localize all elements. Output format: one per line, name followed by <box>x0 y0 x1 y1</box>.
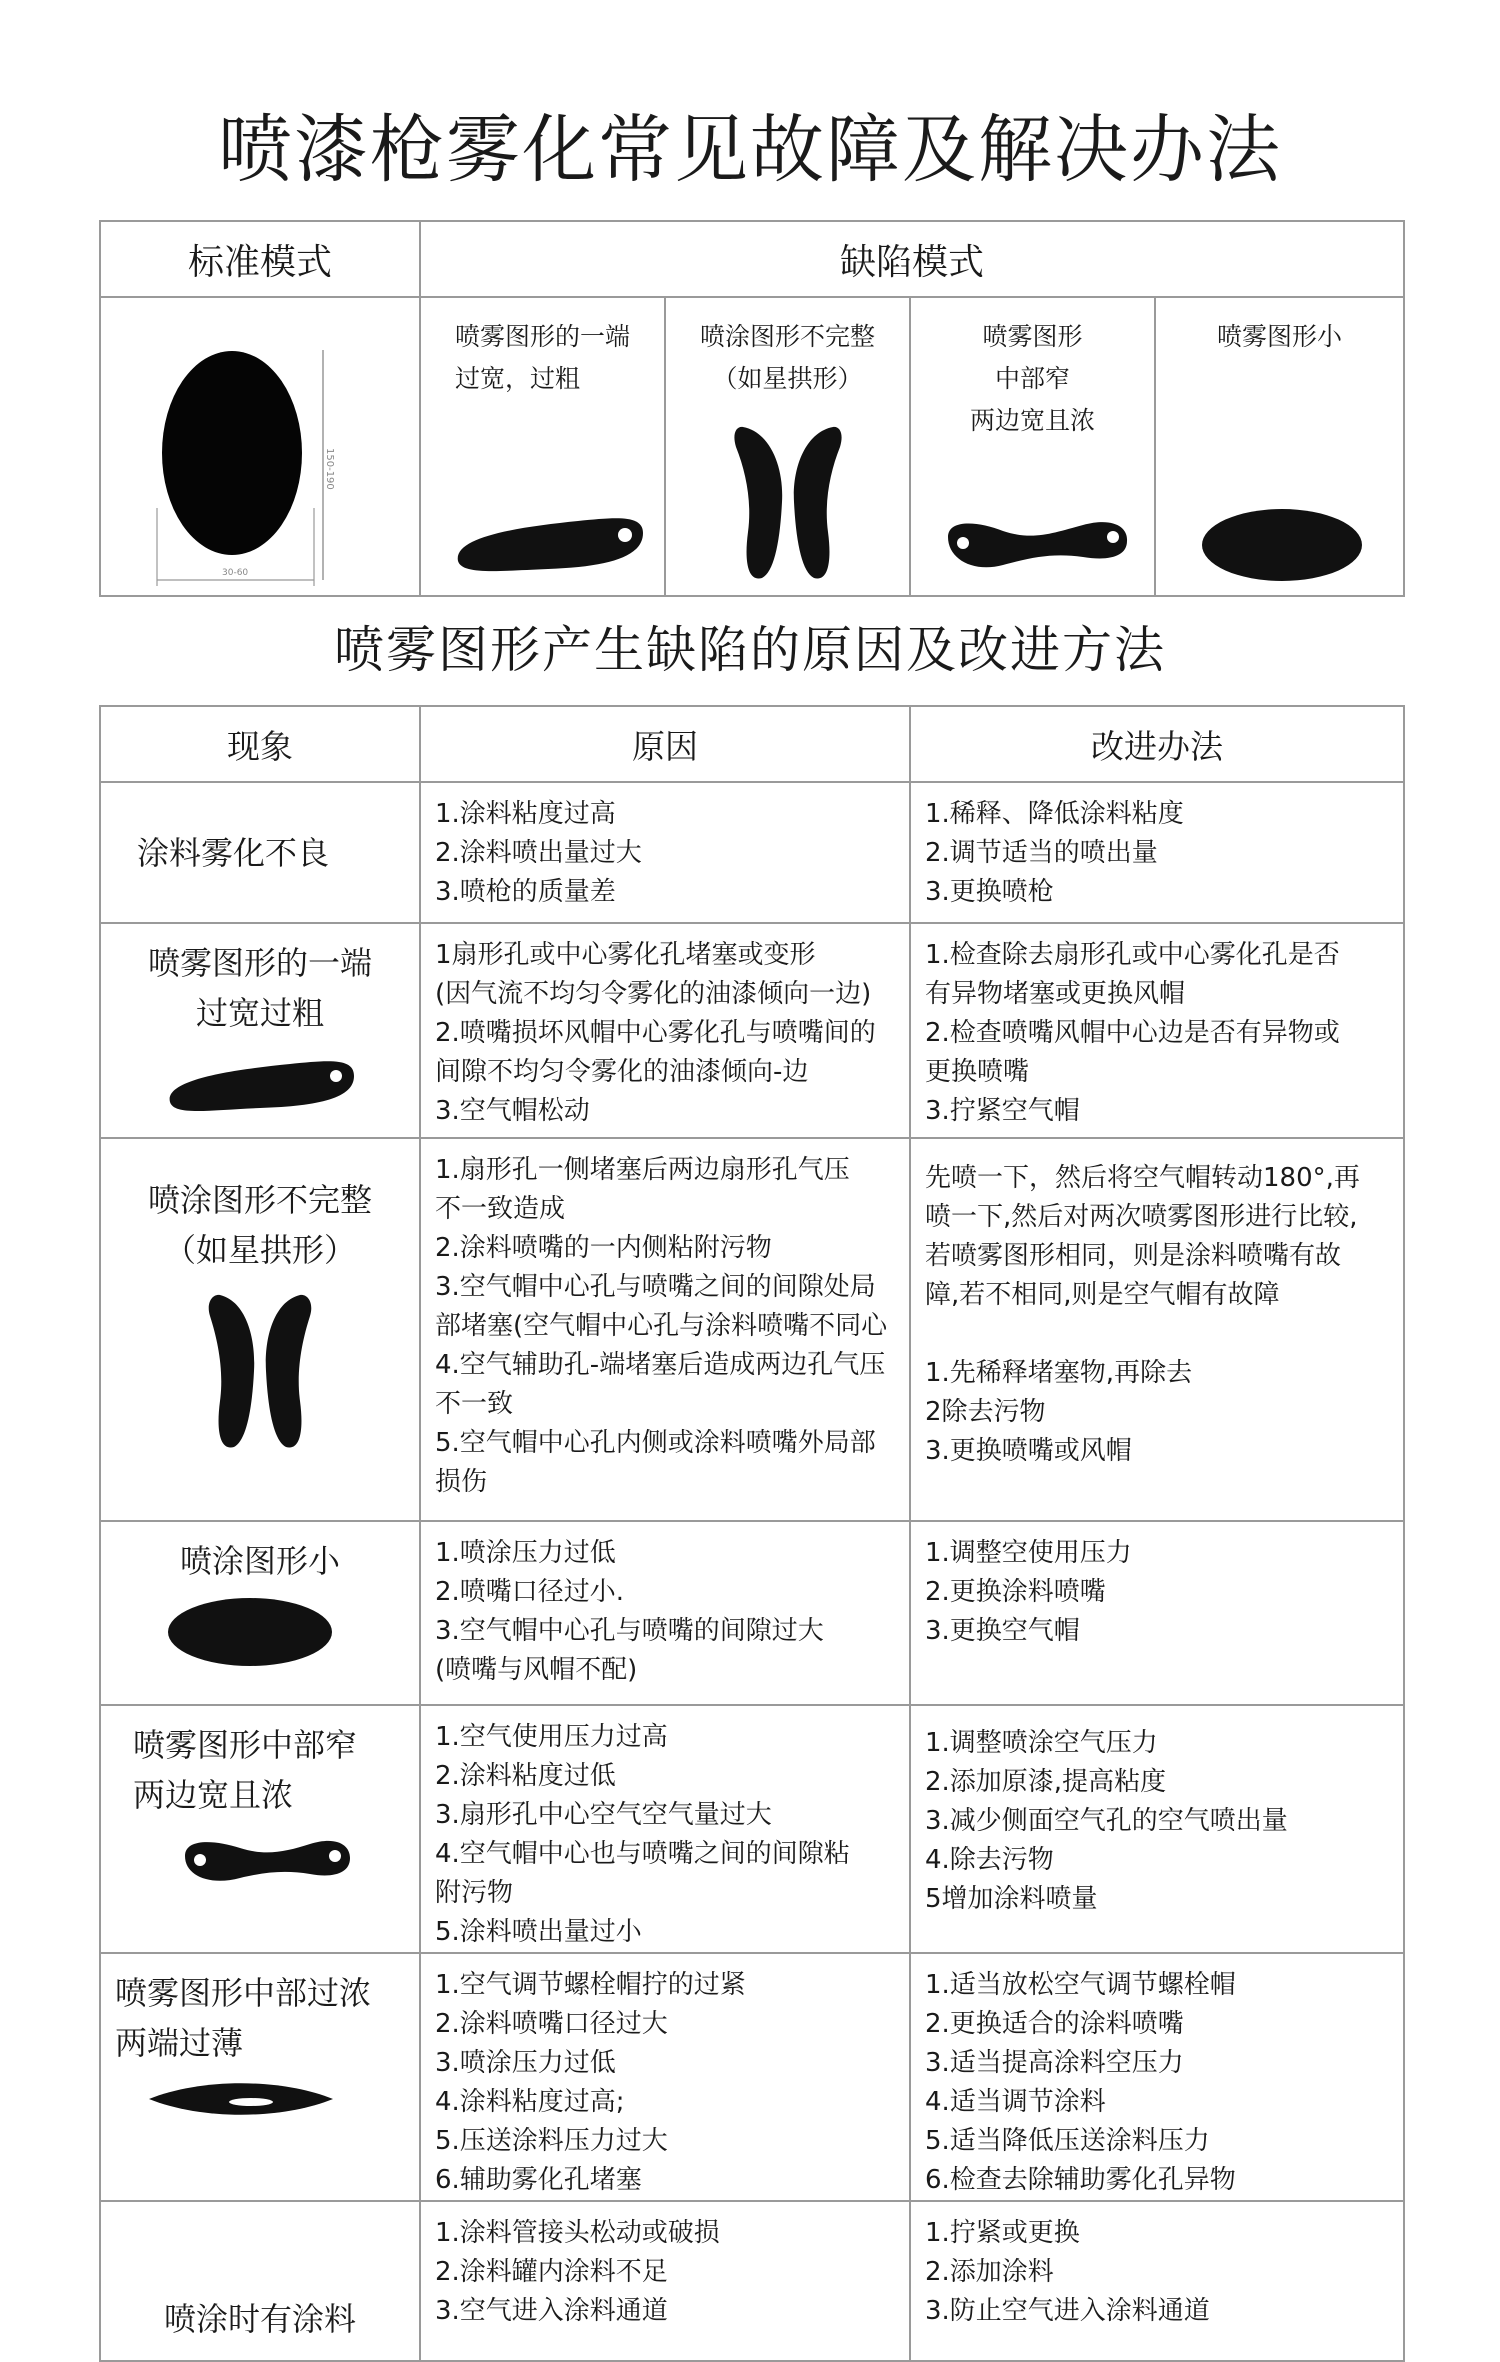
defect-label: 喷雾图形小 <box>1217 322 1343 351</box>
phenomenon-text: 喷雾图形中部过浓 两端过薄 <box>115 1974 372 2062</box>
remedy-cell <box>910 1705 1404 1953</box>
cause-cell <box>420 1705 910 1953</box>
defect-label: 喷雾图形 中部窄 两边宽且浓 <box>969 322 1095 435</box>
remedy-cell <box>910 923 1404 1138</box>
remedy-text: 1.检查除去扇形孔或中心雾化孔是否 有异物堵塞或更换风帽 2.检查喷嘴风帽中心边是否有异物或 更换喷嘴 3.拧紧空气帽 <box>925 940 1340 1126</box>
remedy-text: 1.拧紧或更换 2.添加涂料 3.防止空气进入涂料通道 <box>925 2218 1210 2326</box>
remedy-cell <box>910 1138 1404 1521</box>
remedy-cell <box>910 1953 1404 2201</box>
remedy-text: 1.调整空使用压力 2.更换涂料喷嘴 3.更换空气帽 <box>925 1538 1132 1646</box>
table-row <box>100 923 1404 1138</box>
remedy-text: 1.适当放松空气调节螺栓帽 2.更换适合的涂料喷嘴 3.适当提高涂料空压力 4.适当调节涂料 5.适当降低压送涂料压力 6.检查去除辅助雾化孔异物 <box>925 1970 1236 2195</box>
phenomenon-cell <box>100 1138 420 1521</box>
cause-text: 1.扇形孔一侧堵塞后两边扇形孔气压 不一致造成 2.涂料喷嘴的一内侧粘附污物 3.空气帽中心孔与喷嘴之间的间隙处局 部堵塞(空气帽中心孔与涂料喷嘴不同心 4.空气辅助孔-端堵塞后造成两边孔气压 不一致 5.空气帽中心孔内侧或涂料喷嘴外局部 损伤 <box>435 1155 888 1497</box>
phenomenon-text: 喷涂图形不完整 （如星拱形） <box>147 1181 372 1269</box>
cause-remedy-table <box>99 705 1405 2362</box>
remedy-text: 1.调整喷涂空气压力 2.添加原漆,提高粘度 3.减少侧面空气孔的空气喷出量 4.除去污物 5增加涂料喷量 <box>925 1728 1288 1914</box>
phenomenon-cell <box>100 2201 420 2361</box>
cause-cell <box>420 1953 910 2201</box>
dumbbell-pattern-icon <box>150 1826 370 1892</box>
cause-text: 1.空气调节螺栓帽拧的过紧 2.涂料喷嘴口径过大 3.喷涂压力过低 4.涂料粘度过高; 5.压送涂料压力过大 6.辅助雾化孔堵塞 <box>435 1970 746 2195</box>
cause-cell <box>420 782 910 923</box>
cause-cell <box>420 923 910 1138</box>
remedy-column-header: 改进办法 <box>910 706 1404 782</box>
cause-text: 1.空气使用压力过高 2.涂料粘度过低 3.扇形孔中心空气空气量过大 4.空气帽中心也与喷嘴之间的间隙粘 附污物 5.涂料喷出量过小 <box>435 1722 850 1947</box>
width-dimension-label: 30-60 <box>222 568 249 578</box>
defect-dumbbell-cell <box>910 297 1155 596</box>
defect-wide-one-end-cell <box>420 297 665 596</box>
remedy-cell <box>910 2201 1404 2361</box>
defect-crescent-cell <box>665 297 910 596</box>
phenomenon-text: 喷雾图形中部窄 两边宽且浓 <box>133 1726 358 1814</box>
phenomenon-cell <box>100 782 420 923</box>
mode-table <box>99 220 1405 597</box>
phenomenon-text: 喷涂图形小 <box>179 1542 340 1580</box>
wide-one-end-pattern-icon <box>428 497 658 587</box>
wide-one-end-pattern-icon <box>150 1044 370 1120</box>
standard-mode-header: 标准模式 <box>100 221 420 297</box>
phenomenon-cell <box>100 1953 420 2201</box>
defect-label: 喷雾图形的一端 过宽，过粗 <box>455 322 631 393</box>
page-title: 喷漆枪雾化常见故障及解决办法 <box>218 107 1282 193</box>
defect-mode-header: 缺陷模式 <box>420 221 1404 297</box>
dumbbell-pattern-icon <box>923 507 1143 587</box>
cause-cell <box>420 1138 910 1521</box>
phenomenon-text: 涂料雾化不良 <box>137 833 330 872</box>
phenomenon-cell <box>100 923 420 1138</box>
remedy-cell <box>910 782 1404 923</box>
small-ellipse-pattern-icon <box>160 1592 360 1672</box>
table-row <box>100 1521 1404 1705</box>
phenomenon-text: 喷涂时有涂料 <box>163 2300 356 2338</box>
remedy-text: 先喷一下，然后将空气帽转动180°,再 喷一下,然后对两次喷雾图形进行比较, 若喷雾图形相同，则是涂料喷嘴有故 障,若不相同,则是空气帽有故障 1.先稀释堵塞物,再除去 2除去污物 3.更换喷嘴或风帽 <box>925 1163 1360 1466</box>
standard-ellipse-figure <box>101 298 419 591</box>
cause-column-header: 原因 <box>420 706 910 782</box>
cause-cell <box>420 2201 910 2361</box>
section-title: 喷雾图形产生缺陷的原因及改进方法 <box>334 621 1166 679</box>
phenomenon-column-header: 现象 <box>100 706 420 782</box>
cause-text: 1.喷涂压力过低 2.喷嘴口径过小. 3.空气帽中心孔与喷嘴的间隙过大 (喷嘴与风帽不配) <box>435 1538 824 1685</box>
table-row <box>100 2201 1404 2361</box>
table-row <box>100 1705 1404 1953</box>
table-row <box>100 1953 1404 2201</box>
table-row <box>100 1138 1404 1521</box>
remedy-cell <box>910 1521 1404 1705</box>
phenomenon-text: 喷雾图形的一端 过宽过粗 <box>147 944 372 1032</box>
crescent-pattern-icon <box>708 412 868 587</box>
small-ellipse-pattern-icon <box>1170 497 1390 587</box>
cause-text: 1扇形孔或中心雾化孔堵塞或变形 (因气流不均匀令雾化的油漆倾向一边) 2.喷嘴损坏风帽中心雾化孔与喷嘴间的 间隙不均匀令雾化的油漆倾向-边 3.空气帽松动 <box>435 940 876 1126</box>
lens-pattern-icon <box>141 2074 341 2124</box>
remedy-text: 1.稀释、降低涂料粘度 2.调节适当的喷出量 3.更换喷枪 <box>925 799 1184 907</box>
cause-text: 1.涂料管接头松动或破损 2.涂料罐内涂料不足 3.空气进入涂料通道 <box>435 2218 720 2326</box>
defect-small-ellipse-cell <box>1155 297 1404 596</box>
phenomenon-cell <box>100 1705 420 1953</box>
cause-text: 1.涂料粘度过高 2.涂料喷出量过大 3.喷枪的质量差 <box>435 799 642 907</box>
phenomenon-cell <box>100 1521 420 1705</box>
height-dimension-label: 150-190 <box>324 448 335 490</box>
cause-cell <box>420 1521 910 1705</box>
standard-pattern-cell <box>100 297 420 596</box>
defect-label: 喷涂图形不完整 （如星拱形） <box>699 322 875 393</box>
table-row <box>100 782 1404 923</box>
crescent-pattern-icon <box>190 1281 330 1461</box>
